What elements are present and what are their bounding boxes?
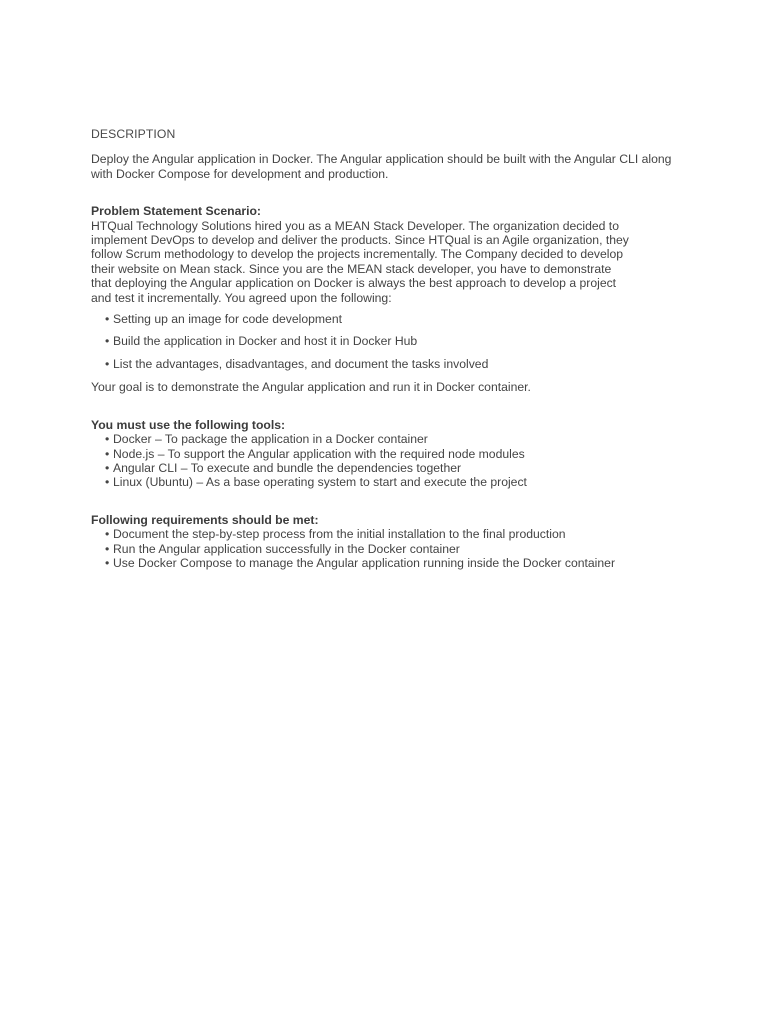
bullet-icon: • — [105, 460, 110, 475]
list-item — [91, 542, 691, 556]
list-item — [91, 556, 691, 570]
bullet-icon: • — [105, 541, 110, 556]
problem-section — [91, 204, 691, 394]
description-heading: DESCRIPTION — [91, 127, 176, 141]
bullet-icon: • — [105, 334, 110, 349]
problem-line: follow Scrum methodology to develop the projects incrementally. The Company decided to develop — [91, 247, 624, 262]
bullet-icon: • — [105, 555, 110, 570]
list-item-text: Document the step-by-step process from the initial installation to the final production — [113, 527, 566, 542]
requirements-section — [91, 513, 691, 571]
list-item — [91, 475, 691, 489]
problem-text — [91, 219, 691, 305]
list-item-text: Angular CLI – To execute and bundle the dependencies together — [113, 460, 462, 475]
list-item-text: Build the application in Docker and host it in Docker Hub — [113, 334, 418, 349]
problem-heading: Problem Statement Scenario: — [91, 204, 261, 219]
requirements-heading: Following requirements should be met: — [91, 512, 319, 527]
intro-paragraph: Deploy the Angular application in Docker. The Angular application should be built with the Angular CLI along with Docker Compose for development and production. — [91, 152, 672, 181]
problem-line: their website on Mean stack. Since you are the MEAN stack developer, you have to demonstrate — [91, 261, 612, 276]
list-item-text: Use Docker Compose to manage the Angular application running inside the Docker container — [113, 555, 616, 570]
list-item — [91, 461, 691, 475]
list-item — [91, 527, 691, 541]
list-item-text: Setting up an image for code development — [113, 312, 343, 327]
problem-list — [91, 312, 691, 371]
list-item — [91, 447, 691, 461]
tools-heading: You must use the following tools: — [91, 417, 286, 432]
bullet-icon: • — [105, 356, 110, 371]
bullet-icon: • — [105, 475, 110, 490]
tools-list — [91, 432, 691, 490]
list-item — [91, 334, 691, 348]
list-item-text: Node.js – To support the Angular application with the required node modules — [113, 446, 525, 461]
bullet-icon: • — [105, 527, 110, 542]
bullet-icon: • — [105, 446, 110, 461]
problem-line: HTQual Technology Solutions hired you as a MEAN Stack Developer. The organization decided to — [91, 218, 619, 233]
list-item-text: Run the Angular application successfully in the Docker container — [113, 541, 460, 556]
list-item-text: Docker – To package the application in a Docker container — [113, 432, 428, 447]
list-item-text: List the advantages, disadvantages, and document the tasks involved — [113, 356, 489, 371]
bullet-icon: • — [105, 312, 110, 327]
tools-section — [91, 418, 691, 490]
problem-line: that deploying the Angular application on Docker is always the best approach to develop a project — [91, 276, 617, 291]
list-item — [91, 312, 691, 326]
list-item — [91, 432, 691, 446]
document-page — [91, 127, 691, 593]
list-item — [91, 357, 691, 371]
bullet-icon: • — [105, 432, 110, 447]
problem-line: implement DevOps to develop and deliver the products. Since HTQual is an Agile organization, they — [91, 233, 629, 248]
requirements-list — [91, 527, 691, 570]
problem-line: and test it incrementally. You agreed upon the following: — [91, 290, 392, 305]
list-item-text: Linux (Ubuntu) – As a base operating system to start and execute the project — [113, 475, 527, 490]
goal-text: Your goal is to demonstrate the Angular application and run it in Docker container. — [91, 380, 531, 395]
